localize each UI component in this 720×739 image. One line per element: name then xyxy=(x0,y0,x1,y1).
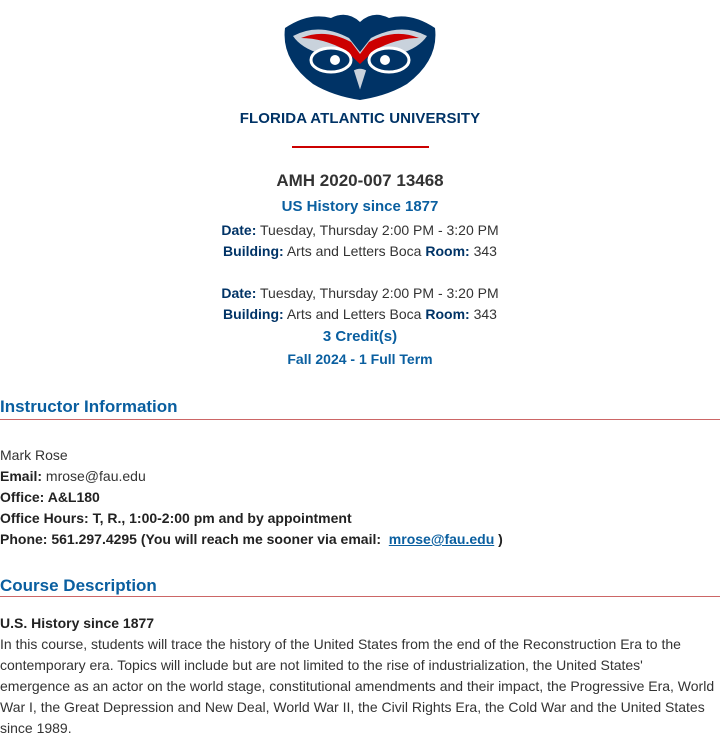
room-value: 343 xyxy=(473,243,497,259)
meeting-date-line xyxy=(0,285,720,301)
date-label: Date: xyxy=(221,222,257,238)
meeting-date-line xyxy=(0,222,720,238)
credits: 3 Credit(s) xyxy=(322,328,398,345)
description-subtitle: U.S. History since 1877 xyxy=(0,615,155,631)
instructor-phone-line xyxy=(0,531,503,547)
date-value: Tuesday, Thursday 2:00 PM - 3:20 PM xyxy=(260,285,499,301)
date-value: Tuesday, Thursday 2:00 PM - 3:20 PM xyxy=(260,222,499,238)
building-label: Building: xyxy=(223,306,284,322)
instructor-email-line xyxy=(0,468,146,484)
building-label: Building: xyxy=(223,243,284,259)
room-label: Room: xyxy=(425,243,470,259)
email-label: Email: xyxy=(0,468,43,484)
course-code: AMH 2020-007 13468 xyxy=(276,171,444,190)
owl-logo-icon xyxy=(279,8,441,100)
phone-text: Phone: 561.297.4295 (You will reach me sooner via email: xyxy=(0,531,382,547)
title-divider xyxy=(292,146,429,148)
room-value: 343 xyxy=(473,306,497,322)
instructor-heading: Instructor Information xyxy=(0,397,178,416)
description-body: In this course, students will trace the history of the United States from the end of the Reconstruction Era to the contemporary era. Topics will include but are not limited to the rise of industrialization, the United States' emergence as an actor on the world stage, constitutional amendments and their impact, the Progressive Era, World War I, the Great Depression and New Deal, World War II, the Civil Rights Era, the Cold War and the United States since 1989. xyxy=(0,636,715,736)
date-label: Date: xyxy=(221,285,257,301)
section-divider xyxy=(0,596,720,597)
course-description-heading: Course Description xyxy=(0,576,157,595)
university-name: FLORIDA ATLANTIC UNIVERSITY xyxy=(239,110,481,127)
email-link[interactable]: mrose@fau.edu xyxy=(388,531,495,547)
building-value: Arts and Letters Boca xyxy=(286,306,422,322)
instructor-office: Office: A&L180 xyxy=(0,489,100,505)
room-label: Room: xyxy=(425,306,470,322)
email-value: mrose@fau.edu xyxy=(45,468,146,484)
course-title: US History since 1877 xyxy=(281,198,439,215)
instructor-office-hours: Office Hours: T, R., 1:00-2:00 pm and by appointment xyxy=(0,510,352,526)
meeting-building-line xyxy=(0,243,720,259)
phone-close: ) xyxy=(498,531,503,547)
meeting-building-line xyxy=(0,306,720,322)
building-value: Arts and Letters Boca xyxy=(286,243,422,259)
section-divider xyxy=(0,419,720,420)
term: Fall 2024 - 1 Full Term xyxy=(287,351,433,367)
instructor-name: Mark Rose xyxy=(0,447,68,463)
